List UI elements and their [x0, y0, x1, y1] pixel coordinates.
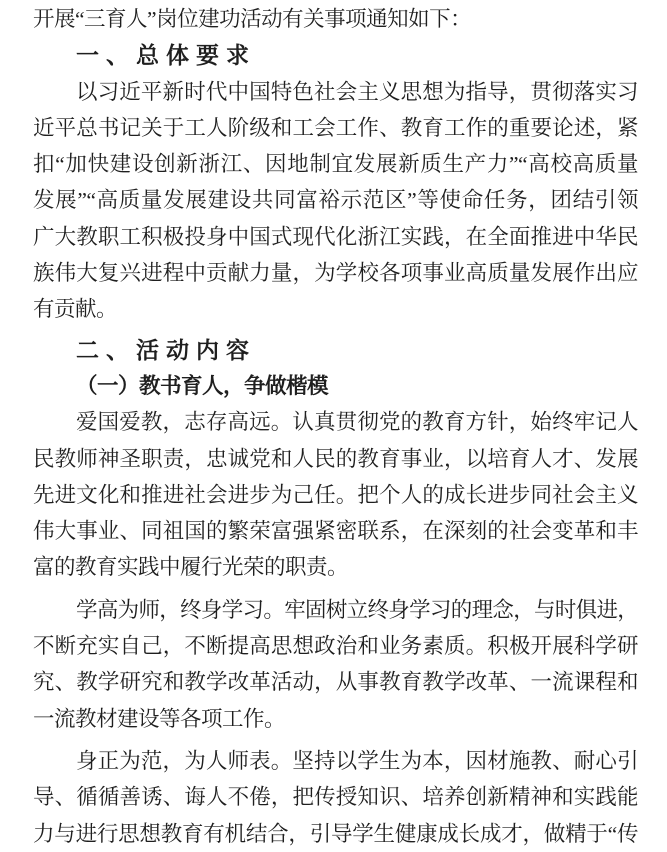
para-4-line-3: 力与进行思想教育有机结合，引导学生健康成长成才，做精于“传	[33, 821, 638, 846]
subsection-2-1-heading: （一）教书育人，争做楷模	[76, 373, 329, 398]
para-3-line-2: 不断充实自己，不断提高思想政治和业务素质。积极开展科学研	[33, 634, 638, 659]
para-3-line-3: 究、教学研究和教学改革活动，从事教育教学改革、一流课程和	[33, 670, 638, 695]
para-1-line-1: 以习近平新时代中国特色社会主义思想为指导，贯彻落实习	[76, 79, 638, 104]
para-3-line-4: 一流教材建设等各项工作。	[33, 706, 286, 731]
para-2-line-5: 富的教育实践中履行光荣的职责。	[33, 555, 349, 580]
para-3-line-1: 学高为师，终身学习。牢固树立终身学习的理念，与时俱进，	[76, 597, 638, 622]
para-2-line-1: 爱国爱教，志存高远。认真贯彻党的教育方针，始终牢记人	[76, 410, 638, 435]
para-2-line-3: 先进文化和推进社会进步为己任。把个人的成长进步同社会主义	[33, 482, 638, 507]
intro-continuation-line: 开展“三育人”岗位建功活动有关事项通知如下：	[33, 7, 472, 31]
para-1-line-4: 发展”“高质量发展建设共同富裕示范区”等使命任务，团结引领	[33, 188, 638, 213]
para-1-line-3: 扣“加快建设创新浙江、因地制宜发展新质生产力”“高校高质量	[33, 152, 638, 177]
para-4-line-2: 导、循循善诱、诲人不倦，把传授知识、培养创新精神和实践能	[33, 785, 638, 810]
para-1-line-5: 广大教职工积极投身中国式现代化浙江实践，在全面推进中华民	[33, 224, 638, 249]
section-1-heading: 一、总体要求	[76, 42, 256, 69]
para-1-line-2: 近平总书记关于工人阶级和工会工作、教育工作的重要论述，紧	[33, 115, 638, 140]
para-1-line-7: 有贡献。	[33, 297, 118, 322]
para-1-line-6: 族伟大复兴进程中贡献力量，为学校各项事业高质量发展作出应	[33, 261, 638, 286]
para-4-line-1: 身正为范，为人师表。坚持以学生为本，因材施教、耐心引	[76, 748, 638, 773]
section-2-heading: 二、活动内容	[76, 336, 256, 363]
para-2-line-4: 伟大事业、同祖国的繁荣富强紧密联系，在深刻的社会变革和丰	[33, 519, 638, 544]
para-2-line-2: 民教师神圣职责，忠诚党和人民的教育事业，以培育人才、发展	[33, 446, 638, 471]
